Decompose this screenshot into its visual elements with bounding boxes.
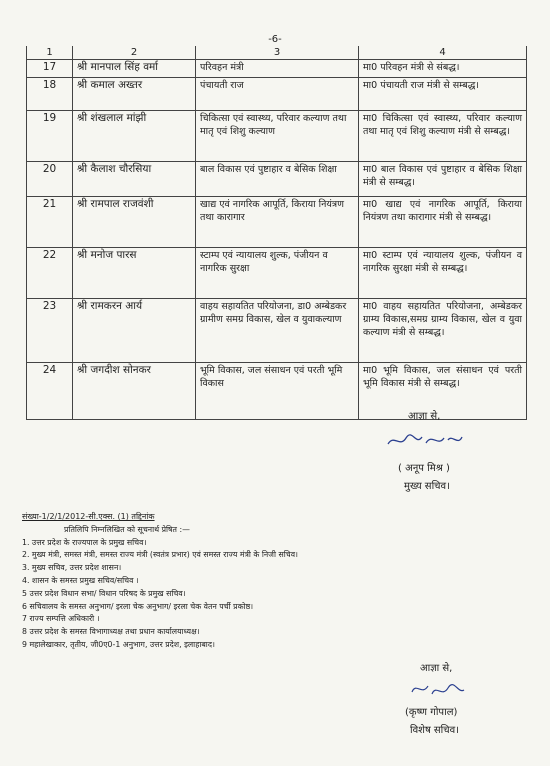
- chief-secretary-designation: मुख्य सचिव।: [404, 481, 450, 492]
- attachment: मा0 बाल विकास एवं पुष्टाहार व बेसिक शिक्षा मंत्री से सम्बद्ध।: [359, 162, 527, 197]
- serial-number: 20: [27, 162, 73, 197]
- recipient-item: 3. मुख्य सचिव, उत्तर प्रदेश शासन।: [22, 563, 122, 573]
- table-row: [27, 197, 527, 248]
- table-row: [27, 248, 527, 299]
- attachment: मा0 स्टाम्प एवं न्यायालय शुल्क, पंजीयन व नागरिक सुरक्षा मंत्री से सम्बद्ध।: [359, 248, 527, 299]
- person-name: श्री रामपाल राजवंशी: [73, 197, 196, 248]
- recipient-item: 8 उत्तर प्रदेश के समस्त विभागाध्यक्ष तथा प्रधान कार्यालयाध्यक्ष।: [22, 627, 200, 637]
- attachment: मा0 खाद्य एवं नागरिक आपूर्ति, किराया नियंत्रण तथा कारागार मंत्री से सम्बद्ध।: [359, 197, 527, 248]
- department: बाल विकास एवं पुष्टाहार व बेसिक शिक्षा: [196, 162, 359, 197]
- person-name: श्री रामकरन आर्य: [73, 299, 196, 363]
- serial-number: 23: [27, 299, 73, 363]
- table-row: [27, 60, 527, 78]
- person-name: श्री जगदीश सोनकर: [73, 363, 196, 420]
- recipient-item: 7 राज्य सम्पत्ति अधिकारी ।: [22, 614, 100, 624]
- department: खाद्य एवं नागरिक आपूर्ति, किराया नियंत्रण तथा कारागार: [196, 197, 359, 248]
- serial-number: 18: [27, 78, 73, 111]
- attachment: मा0 पंचायती राज मंत्री से सम्बद्ध।: [359, 78, 527, 111]
- person-name: श्री मनोज पारस: [73, 248, 196, 299]
- person-name: श्री शंखलाल मांझी: [73, 111, 196, 162]
- column-header: 4: [359, 46, 527, 60]
- person-name: श्री मानपाल सिंह वर्मा: [73, 60, 196, 78]
- person-name: श्री कमाल अख्तर: [73, 78, 196, 111]
- department: परिवहन मंत्री: [196, 60, 359, 78]
- attachment: मा0 भूमि विकास, जल संसाधन एवं परती भूमि विकास मंत्री से सम्बद्ध।: [359, 363, 527, 420]
- attachment: मा0 परिवहन मंत्री से संबद्ध।: [359, 60, 527, 78]
- serial-number: 22: [27, 248, 73, 299]
- page-number: -6-: [268, 34, 282, 45]
- by-order-text: आज्ञा से,: [420, 663, 453, 674]
- special-secretary-designation: विशेष सचिव।: [410, 725, 459, 736]
- table-row: [27, 299, 527, 363]
- recipient-item: 2. मुख्य मंत्री, समस्त मंत्री, समस्त राज्य मंत्री (स्वतंत्र प्रभार) एवं समस्त राज्य मंत्री के निजी सचिव।: [22, 550, 298, 560]
- special-secretary-name: (कृष्ण गोपाल): [405, 707, 458, 718]
- recipient-item: 6 सचिवालय के समस्त अनुभाग/ इरला चेक अनुभाग/ इरला चेक वेतन पर्ची प्रकोष्ठ।: [22, 601, 254, 611]
- department: पंचायती राज: [196, 78, 359, 111]
- table-row: [27, 162, 527, 197]
- department: भूमि विकास, जल संसाधन एवं परती भूमि विकास: [196, 363, 359, 420]
- table-row: [27, 363, 527, 420]
- reference-number: संख्या-1/2/1/2012-सी.एक्स. (1) तद्दिनांक: [22, 512, 155, 521]
- department: स्टाम्प एवं न्यायालय शुल्क, पंजीयन व नागरिक सुरक्षा: [196, 248, 359, 299]
- column-header: 1: [27, 46, 73, 60]
- serial-number: 24: [27, 363, 73, 420]
- table-row: [27, 78, 527, 111]
- copy-intro: प्रतिलिपि निम्नलिखित को सूचनार्थ प्रेषित :—: [64, 524, 190, 534]
- serial-number: 17: [27, 60, 73, 78]
- recipient-item: 9 महालेखाकार, तृतीय, जी0ए0-1 अनुभाग, उत्तर प्रदेश, इलाहाबाद।: [22, 639, 215, 649]
- column-header: 3: [196, 46, 359, 60]
- chief-secretary-name: ( अनूप मिश्र ): [398, 463, 450, 474]
- person-name: श्री कैलाश चौरसिया: [73, 162, 196, 197]
- by-order-text: आज्ञा से,: [408, 411, 441, 422]
- attachment: मा0 वाहय सहायतित परियोजना, अम्बेडकर ग्राम्य विकास,समग्र ग्राम्य विकास, खेल व युवा कल्याण मंत्री से सम्बद्ध।: [359, 299, 527, 363]
- department: वाहय सहायतित परियोजना, डा0 अम्बेडकर ग्रामीण समग्र विकास, खेल व युवाकल्याण: [196, 299, 359, 363]
- attachment: मा0 चिकित्सा एवं स्वास्थ्य, परिवार कल्याण तथा मातृ एवं शिशु कल्याण मंत्री से सम्बद्ध।: [359, 111, 527, 162]
- recipient-item: 1. उत्तर प्रदेश के राज्यपाल के प्रमुख सचिव।: [22, 537, 147, 547]
- serial-number: 21: [27, 197, 73, 248]
- table-row: [27, 111, 527, 162]
- table-header-row: [27, 46, 527, 60]
- department: चिकित्सा एवं स्वास्थ्य, परिवार कल्याण तथा मातृ एवं शिशु कल्याण: [196, 111, 359, 162]
- serial-number: 19: [27, 111, 73, 162]
- minister-attachment-table: [26, 34, 527, 420]
- recipient-item: 4. शासन के समस्त प्रमुख सचिव/सचिव ।: [22, 575, 139, 585]
- chief-secretary-signature: [384, 428, 464, 454]
- special-secretary-signature: [408, 678, 468, 702]
- copy-distribution: [22, 511, 462, 652]
- column-header: 2: [73, 46, 196, 60]
- recipient-item: 5 उत्तर प्रदेश विधान सभा/ विधान परिषद के प्रमुख सचिव।: [22, 588, 186, 598]
